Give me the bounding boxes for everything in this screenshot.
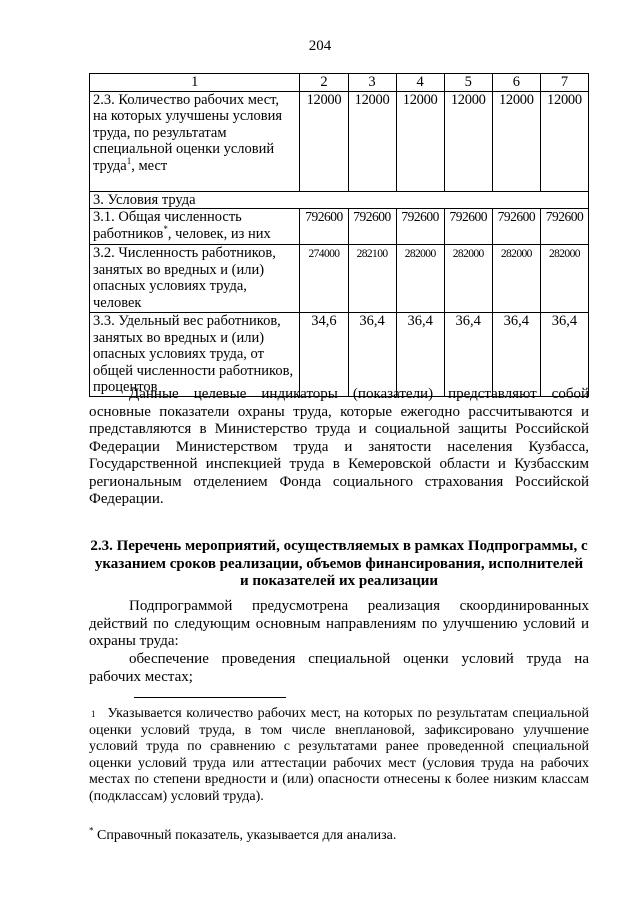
table-cell: 12000 [396,91,444,191]
table-row [90,313,589,397]
table-header-cell: 4 [396,74,444,92]
table-cell: 36,4 [540,313,588,397]
row-label: 2.3. Количество рабочих мест, на которых улучшены условия труда, по результатам специальной оценки условий труда$^1$, мест [90,91,300,191]
table-cell: 282000 [492,245,540,313]
table-row [90,245,589,313]
row-label: 3.2. Численность работников, занятых во вредных и (или) опасных условиях труда, человек [90,245,300,313]
paragraph-item: обеспечение проведения специальной оценки условий труда на рабочих местах; [89,651,589,685]
table-cell: 36,4 [444,313,492,397]
footnote-mark: * [89,825,94,836]
table-header-cell: 5 [444,74,492,92]
table-header-cell: 3 [348,74,396,92]
table-cell: 792600 [444,209,492,245]
page-number: 204 [308,38,332,54]
table-cell: 12000 [540,91,588,191]
footnote-mark: 1 [91,709,96,719]
table-cell: 792600 [492,209,540,245]
table-cell: 12000 [444,91,492,191]
table-cell: 792600 [300,209,348,245]
table-cell: 12000 [492,91,540,191]
table-cell: 34,6 [300,313,348,397]
table-header-cell: 7 [540,74,588,92]
table-cell: 282000 [444,245,492,313]
table-header-cell: 6 [492,74,540,92]
footnote-text: Указывается количество рабочих мест, на которых по результатам специальной оценки условий труда, в том числе внеплановой, зафиксировано улучшение условий труда по сравнению с результатами ранее проведенной специальной оценки условий труда или аттестации рабочих мест (условия труда на рабочих местах по степени вредности и (или) опасности отнесены к более низким классам (подклассам) условий труда). [89,706,589,804]
table-row [90,91,589,191]
table-header-cell: 1 [90,74,300,92]
table-cell: 792600 [396,209,444,245]
table-cell: 36,4 [348,313,396,397]
footnote-2 [89,825,589,845]
table-cell: 12000 [300,91,348,191]
table-cell: 12000 [348,91,396,191]
table-section-row [90,191,589,209]
row-label: 3.1. Общая численность работников*, человек, из них [90,209,300,245]
table-cell: 36,4 [396,313,444,397]
footnote-1 [89,706,589,805]
table-cell: 792600 [348,209,396,245]
table-cell: 282000 [540,245,588,313]
table-cell: 36,4 [492,313,540,397]
table-cell: 274000 [300,245,348,313]
table-cell: 282000 [396,245,444,313]
table-header-cell: 2 [300,74,348,92]
section-title: 3. Условия труда [90,191,589,209]
footnote-text: Справочный показатель, указывается для анализа. [97,828,397,843]
section-heading: 2.3. Перечень мероприятий, осуществляемых в рамках Подпрограммы, с указанием сроков реализации, объемов финансирования, исполнителей и показателей их реализации [90,538,588,589]
paragraph-measures: Подпрограммой предусмотрена реализация скоординированных действий по следующим основным направлениям по улучшению условий и охраны труда: [89,598,589,649]
indicators-table [89,73,589,397]
table-cell: 792600 [540,209,588,245]
paragraph-indicators: Данные целевые индикаторы (показатели) представляют собой основные показатели охраны труда, которые ежегодно рассчитываются и представляются в Министерство труда и социальной защиты Российской Федерации Министерством труда и занятости населения Кузбасса, Государственной инспекцией труда в Кемеровской области и Кузбасским региональным отделением Фонда социального страхования Российской Федерации. [89,386,589,507]
table-cell: 282100 [348,245,396,313]
table-header-row [90,74,589,92]
table-row [90,209,589,245]
footnote-divider [134,697,286,698]
row-label: 3.3. Удельный вес работников, занятых во вредных и (или) опасных условиях труда, от общей численности работников, процентов [90,313,300,397]
